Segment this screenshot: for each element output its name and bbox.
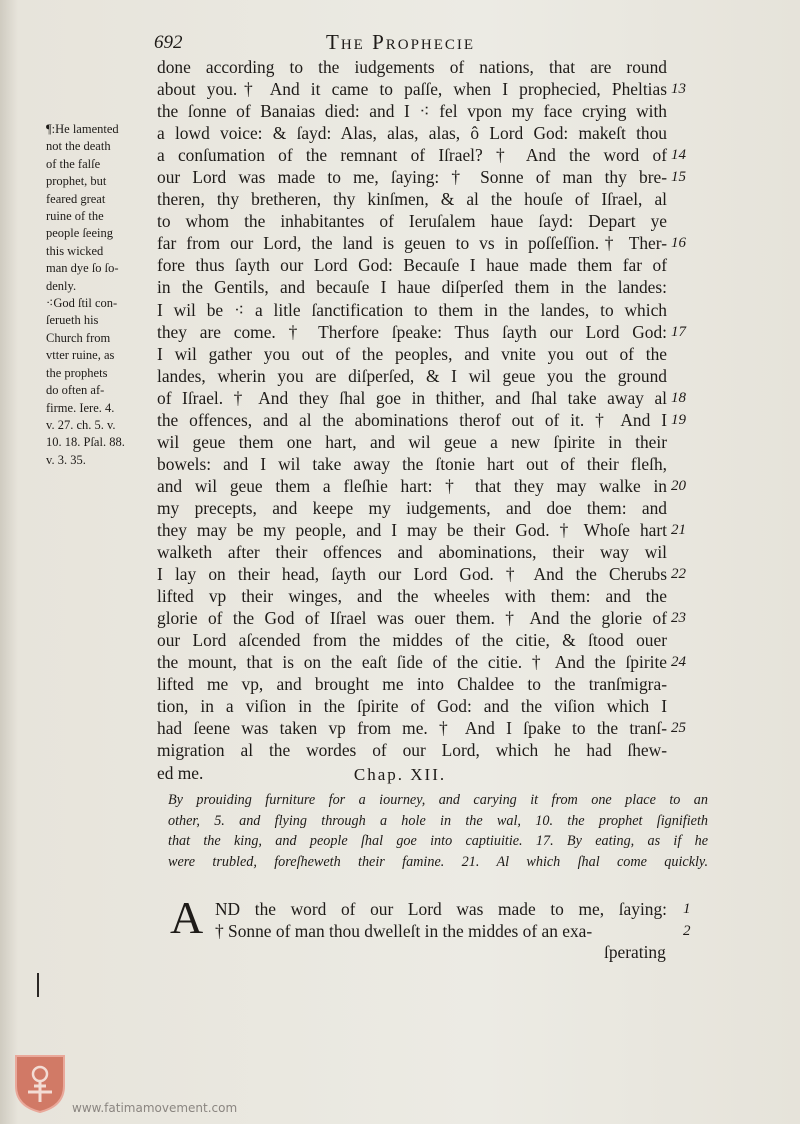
text-line: about you.† And it came to paſſe, when I prophecied, Pheltias: [157, 79, 667, 100]
verse-number: 25: [671, 720, 686, 737]
text-line: done according to the iudgements of nations, that are round: [157, 57, 667, 77]
text-line: I wil be ⁖ a litle ſanctification to them in the landes, to which: [157, 299, 667, 320]
text-line: tion, in a viſion in the ſpirite of God: and the viſion which I: [157, 696, 667, 717]
fatima-logo-icon: [12, 1052, 68, 1114]
text-line: glorie of the God of Iſrael was ouer them. † And the glorie of: [157, 608, 667, 629]
chapter-text: [215, 898, 667, 942]
text-line: the offences, and al the abominations therof out of it. † And I: [157, 409, 667, 430]
text-line: I lay on their head, ſayth our Lord God. † And the Cherubs: [157, 564, 667, 585]
summary-line: other, 5. and flying through a hole in the wal, 10. the prophet ſignifieth: [168, 812, 708, 829]
verse-number: 16: [671, 235, 686, 252]
chapter-text-line: † Sonne of man thou dwelleſt in the middes of an exa-: [215, 921, 593, 941]
text-line: I wil gather you out of the peoples, and vnite you out of the: [157, 343, 667, 364]
margin-note-line: man dye ſo ſo-: [46, 261, 119, 276]
verse-number: [671, 254, 711, 276]
text-line: lifted vp their winges, and the wheeles with them: and the: [157, 586, 667, 607]
margin-note-line: v. 27. ch. 5. v.: [46, 417, 116, 432]
verse-number: [671, 541, 711, 563]
chapter-title: Chap. XII.: [353, 765, 447, 784]
margin-note-line: of the falſe: [46, 156, 101, 171]
text-line: of Iſrael. † And they ſhal goe in thither, and ſhal take away al: [157, 387, 667, 408]
verse-number: 19: [671, 411, 686, 428]
text-line: walketh after their offences and abominations, their way wil: [157, 542, 667, 563]
text-line: lifted me vp, and brought me into Chaldee to the tranſmigra-: [157, 674, 667, 695]
verse-number: 18: [671, 389, 686, 406]
margin-note-line: do often af-: [46, 383, 105, 398]
verse-number: [671, 188, 711, 210]
summary-line: that the king, and people ſhal goe into captiuitie. 17. By eating, as if he: [168, 833, 708, 849]
verse-number: 21: [671, 521, 686, 538]
text-line: bowels: and I wil take away the ſtonie hart out of their fleſh,: [157, 453, 667, 474]
verse-number: [671, 673, 711, 695]
verse-number: [671, 431, 711, 453]
text-line: far from our Lord, the land is geuen to vs in poſſeſſion.† Ther-: [157, 233, 667, 254]
text-line: and wil geue them a fleſhie hart: † that they may walke in: [157, 475, 667, 496]
chapter-summary: [168, 790, 708, 872]
text-line: a conſumation of the remnant of Iſrael? † And the word of: [157, 145, 667, 166]
text-line: a lowd voice: & ſayd: Alas, alas, alas, ô Lord God: makeſt thou: [157, 123, 667, 144]
margin-note-line: v. 3. 35.: [46, 452, 86, 467]
margin-note-line: people ſeeing: [46, 226, 113, 241]
verse-number: 23: [671, 610, 686, 627]
verse-number: 17: [671, 323, 686, 340]
margin-note-line: prophet, but: [46, 174, 107, 189]
text-line: migration al the wordes of our Lord, which he had ſhew-: [157, 740, 667, 761]
verse-number: 15: [671, 169, 686, 186]
watermark-url: www.fatimamovement.com: [72, 1101, 238, 1115]
verse-number: [671, 739, 711, 761]
catchword: ſperating: [604, 942, 666, 962]
verse-number: [671, 695, 711, 717]
verse-number: 13: [671, 81, 686, 98]
margin-note-line: ¶:He lamented: [46, 122, 119, 136]
verse-number: [671, 210, 711, 232]
text-line: had ſeene was taken vp from me. † And I ſpake to the tranſ-: [157, 718, 667, 739]
verse-number: [671, 276, 711, 298]
chapter-verse-number: 2: [683, 923, 691, 939]
margin-note-line: the prophets: [46, 365, 108, 380]
verse-number: [671, 56, 711, 78]
margin-note-line: 10. 18. Pſal. 88.: [46, 435, 125, 450]
chapter-verse-number: 1: [683, 901, 691, 917]
text-line: they may be my people, and I may be their God. † Whoſe hart: [157, 519, 667, 540]
body-text: [157, 56, 667, 784]
verse-number: 14: [671, 147, 686, 164]
chapter-verse-numbers: [683, 898, 713, 942]
verse-numbers: [671, 56, 711, 784]
text-line: in the Gentils, and becauſe I haue diſperſed them in the landes:: [157, 277, 667, 298]
summary-line: By prouiding furniture for a iourney, and carying it from one place to an: [168, 792, 708, 808]
text-line: the mount, that is on the eaſt ſide of the citie. † And the ſpirite: [157, 652, 667, 673]
verse-number: [671, 585, 711, 607]
margin-note-line: firme. Iere. 4.: [46, 400, 115, 415]
text-line: my precepts, and keepe my iudgements, and doe them: and: [157, 497, 667, 518]
margin-note-line: vtter ruine, as: [46, 348, 115, 363]
margin-note-line: denly.: [46, 278, 77, 293]
page-number: 692: [154, 32, 183, 53]
verse-number: [671, 343, 711, 365]
verse-number: [671, 453, 711, 475]
verse-number: 22: [671, 566, 686, 583]
chapter-text-line: ND the word of our Lord was made to me, ſaying:: [215, 899, 667, 919]
text-line: they are come. † Therfore ſpeake: Thus ſayth our Lord God:: [157, 321, 667, 342]
margin-note-line: this wicked: [46, 243, 104, 258]
text-line: our Lord was made to me, ſaying: † Sonne of man thy bre-: [157, 167, 667, 188]
margin-mark: [37, 973, 39, 997]
verse-number: [671, 299, 711, 321]
text-line: wil geue them one hart, and wil geue a new ſpirite in their: [157, 431, 667, 452]
text-line: our Lord aſcended from the middes of the citie, & ſtood ouer: [157, 630, 667, 651]
text-line: the ſonne of Banaias died: and I ⁖ fel vpon my face crying with: [157, 101, 667, 122]
text-line: to whom the inhabitantes of Ieruſalem haue ſayd: Depart ye: [157, 211, 667, 232]
text-line: landes, wherin you are diſperſed, & I wil geue you the ground: [157, 365, 667, 386]
margin-notes: [46, 122, 154, 470]
drop-cap: A: [170, 892, 204, 943]
margin-note-line: feared great: [46, 191, 106, 206]
verse-number: [671, 122, 711, 144]
verse-number: [671, 365, 711, 387]
verse-number: [671, 497, 711, 519]
verse-number: [671, 629, 711, 651]
summary-line: were trubled, foreſheweth their famine. 21. Al which ſhal come quickly.: [168, 853, 708, 870]
margin-note-line: Church from: [46, 330, 111, 345]
text-line: theren, thy bretheren, thy kinſmen, & al the houſe of Iſrael, al: [157, 189, 667, 210]
margin-note-line: not the death: [46, 139, 111, 154]
verse-number: [671, 100, 711, 122]
margin-note-line: ⁖God ſtil con-: [46, 296, 118, 311]
text-line: fore thus ſayth our Lord God: Becauſe I haue made them far of: [157, 255, 667, 276]
page-header: [150, 30, 670, 56]
running-title: The Prophecie: [326, 30, 476, 54]
verse-number: 24: [671, 654, 686, 671]
text-line: ed me.: [157, 762, 204, 783]
margin-note-line: ſerueth his: [46, 313, 99, 328]
margin-note-line: ruine of the: [46, 209, 104, 224]
verse-number: 20: [671, 477, 686, 494]
